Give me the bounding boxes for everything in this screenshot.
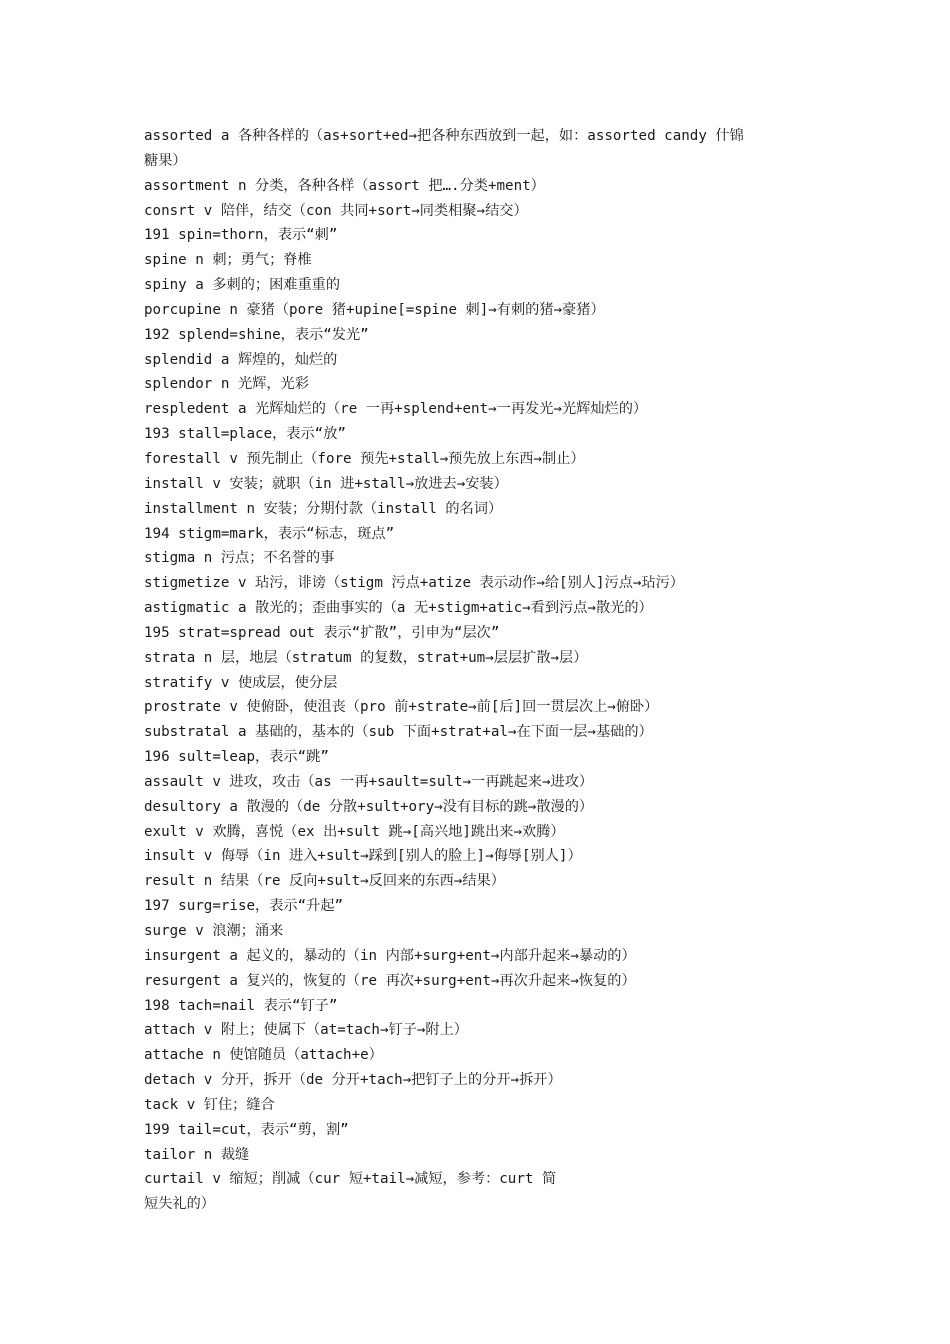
text-line: strata n 层，地层（stratum 的复数，strat+um→层层扩散→层） [144, 649, 588, 666]
text-line: substratal a 基础的，基本的（sub 下面+strat+al→在下面一层→基础的） [144, 724, 653, 741]
text-line: tailor n 裁缝 [144, 1146, 250, 1163]
text-line: 糖果） [144, 152, 187, 169]
text-line: insult v 侮辱（in 进入+sult→踩到[别人的脸上]→侮辱[别人]） [144, 848, 582, 865]
text-line: consrt v 陪伴，结交（con 共同+sort→同类相聚→结交） [144, 202, 528, 219]
text-line: 短失礼的） [144, 1196, 215, 1213]
text-line: assortment n 分类，各种各样（assort 把….分类+ment） [144, 177, 545, 194]
text-line: porcupine n 豪猪（pore 猪+upine[=spine 刺]→有刺的猪→豪猪） [144, 301, 605, 318]
section-heading: 192 splend=shine，表示“发光” [144, 326, 369, 343]
text-line: spine n 刺；勇气；脊椎 [144, 252, 312, 269]
text-line: respledent a 光辉灿烂的（re 一再+splend+ent→一再发光→光辉灿烂的） [144, 401, 648, 418]
text-line: insurgent a 起义的，暴动的（in 内部+surg+ent→内部升起来→暴动的） [144, 947, 636, 964]
text-line: splendid a 辉煌的，灿烂的 [144, 351, 338, 368]
text-line: splendor n 光辉，光彩 [144, 376, 309, 393]
section-heading: 195 strat=spread out 表示“扩散”，引申为“层次” [144, 624, 500, 641]
text-line: spiny a 多刺的；困难重重的 [144, 277, 341, 294]
text-line: prostrate v 使俯卧，使沮丧（pro 前+strate→前[后]回一贯层次上→俯卧） [144, 699, 659, 716]
text-line: install v 安装；就职（in 进+stall→放进去→安装） [144, 475, 508, 492]
section-heading: 191 spin=thorn，表示“刺” [144, 227, 338, 244]
text-line: stigmetize v 玷污，诽谤（stigm 污点+atize 表示动作→给[别人]污点→玷污） [144, 575, 684, 592]
text-line: assorted a 各种各样的（as+sort+ed→把各种东西放到一起，如：assorted candy 什锦 [144, 128, 744, 144]
text-line: assault v 进攻，攻击（as 一再+sault=sult→一再跳起来→进攻） [144, 773, 594, 790]
text-line: desultory a 散漫的（de 分散+sult+ory→没有目标的跳→散漫的） [144, 798, 594, 815]
section-heading: 193 stall=place，表示“放” [144, 426, 346, 443]
section-heading: 198 tach=nail 表示“钉子” [144, 997, 338, 1014]
section-heading: 196 sult=leap，表示“跳” [144, 749, 329, 766]
text-line: detach v 分开，拆开（de 分开+tach→把钉子上的分开→拆开） [144, 1072, 562, 1089]
section-heading: 199 tail=cut，表示“剪，割” [144, 1121, 349, 1138]
text-line: astigmatic a 散光的；歪曲事实的（a 无+stigm+atic→看到污点→散光的） [144, 600, 653, 617]
section-heading: 194 stigm=mark，表示“标志，斑点” [144, 525, 395, 542]
text-line: resurgent a 复兴的，恢复的（re 再次+surg+ent→再次升起来→恢复的） [144, 972, 636, 989]
section-heading: 197 surg=rise，表示“升起” [144, 898, 344, 915]
text-line: stigma n 污点；不名誉的事 [144, 550, 335, 567]
text-line: attache n 使馆随员（attach+e） [144, 1047, 383, 1064]
text-line: installment n 安装；分期付款（install 的名词） [144, 500, 503, 517]
text-line: result n 结果（re 反向+sult→反回来的东西→结果） [144, 873, 505, 890]
text-line: attach v 附上；使属下（at=tach→钉子→附上） [144, 1022, 468, 1039]
text-line: stratify v 使成层，使分层 [144, 674, 338, 691]
document-body [144, 124, 814, 1217]
text-line: curtail v 缩短；削减（cur 短+tail→减短，参考：curt 简 [144, 1171, 557, 1188]
text-line: exult v 欢腾，喜悦（ex 出+sult 跳→[高兴地]跳出来→欢腾） [144, 823, 565, 840]
text-line: forestall v 预先制止（fore 预先+stall→预先放上东西→制止） [144, 450, 585, 467]
text-line: tack v 钉住；缝合 [144, 1096, 275, 1113]
text-line: surge v 浪潮；涌来 [144, 923, 284, 939]
